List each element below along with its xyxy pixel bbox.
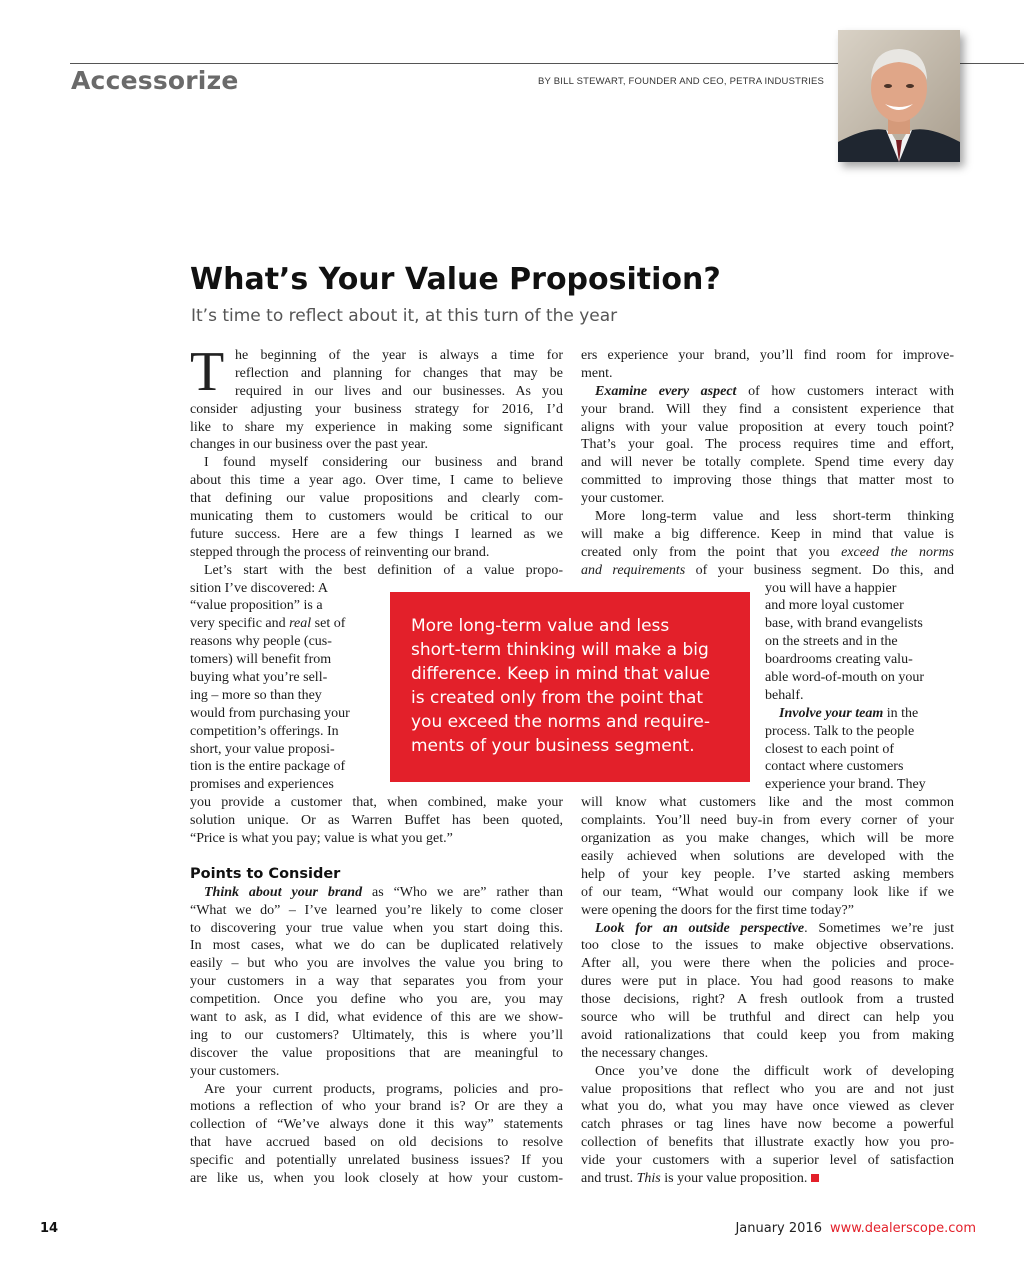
body-line: value propositions that reflect who you are and not just: [581, 1081, 954, 1097]
body-line: easily achieved when solutions are developed with the: [581, 848, 954, 864]
body-line: ing – more so than they: [190, 687, 322, 703]
body-line: like to share my experience in making some significant: [190, 419, 563, 435]
body-line: and more loyal customer: [765, 598, 904, 614]
issue-date: January 2016: [735, 1221, 822, 1236]
body-line: experience your brand. They: [765, 777, 926, 793]
body-line: complaints. You’ll need buy-in from every corner of your: [581, 813, 954, 829]
body-line: specific and potentially unrelated business issues? If you: [190, 1153, 563, 1169]
body-line: were opening the doors for the first time today?”: [581, 902, 854, 918]
body-line: stepped through the process of reinventing our brand.: [190, 544, 490, 560]
body-line: ment.: [581, 365, 613, 381]
body-line: of our team, “What would our company look like if we: [581, 884, 954, 900]
body-line: that defining our value propositions and clearly com-: [190, 491, 563, 507]
body-line: required in our lives and our businesses. As you: [235, 383, 563, 399]
pull-quote-line: you exceed the norms and require-: [411, 712, 710, 732]
body-line: municating them to customers would be critical to our: [190, 509, 563, 525]
body-line: future success. Here are a few things I learned as we: [190, 526, 563, 542]
body-line: Are your current products, programs, policies and pro-: [204, 1081, 563, 1097]
body-line: sition I’ve discovered: A: [190, 580, 329, 596]
body-line: changes in our business over the past year.: [190, 437, 428, 453]
subhead-points-to-consider: Points to Consider: [190, 865, 341, 882]
body-line: source who will be truthful and direct can help you: [581, 1009, 954, 1025]
byline: BY BILL STEWART, FOUNDER AND CEO, PETRA INDUSTRIES: [538, 76, 825, 87]
author-portrait-image: [838, 30, 960, 162]
body-line: on the streets and in the: [765, 634, 898, 650]
pull-quote-line: ments of your business segment.: [411, 736, 695, 756]
page-footer: [735, 1221, 976, 1236]
body-line: catch phrases or tag lines have now become a powerful: [581, 1117, 954, 1133]
body-line: and requirements of your business segment. Do this, and: [581, 562, 954, 578]
body-line: ers experience your brand, you’ll find room for improve-: [581, 348, 954, 363]
body-line: easily – but who you are involves the value you bring to: [190, 956, 563, 972]
body-line: competition. Once you define who you are, you may: [190, 992, 563, 1008]
body-line: aligns with your value proposition at every touch point?: [581, 419, 954, 435]
pull-quote-line: short-term thinking will make a big: [411, 640, 709, 660]
blank-line: [190, 848, 563, 866]
body-line: “Price is what you pay; value is what you get.”: [190, 831, 453, 847]
website-link[interactable]: www.dealerscope.com: [829, 1221, 976, 1236]
body-line: collection of “We’ve always done it this way” statements: [190, 1117, 563, 1133]
body-line: solution unique. Or as Warren Buffet has been quoted,: [190, 813, 563, 829]
body-line: your customers.: [190, 1063, 280, 1079]
body-line: what you do, what you may have once viewed as clever: [581, 1099, 954, 1115]
body-line: you provide a customer that, when combined, make your: [190, 795, 563, 811]
body-line: want to ask, as I did, what evidence of this are we show-: [190, 1009, 563, 1025]
section-title: Accessorize: [71, 66, 239, 95]
body-line: your brand. Will they find a consistent experience that: [581, 401, 954, 417]
body-line: tomers) will benefit from: [190, 652, 332, 668]
body-line: contact where customers: [765, 759, 904, 775]
body-line: vide your customers with a superior level of satisfaction: [581, 1153, 954, 1169]
body-line: you will have a happier: [765, 580, 897, 596]
body-line: reasons why people (cus-: [190, 634, 332, 650]
body-line: that have accrued based on old decisions to resolve: [190, 1135, 563, 1151]
body-line: process. Talk to the people: [765, 723, 915, 739]
body-line: Involve your team in the: [779, 705, 919, 721]
body-line: very specific and real set of: [190, 616, 346, 632]
body-line: short, your value proposi-: [190, 741, 335, 757]
body-line: “value proposition” is a: [190, 598, 323, 614]
body-line: your customer.: [581, 491, 665, 507]
body-line: will know what customers like and the most common: [581, 795, 954, 811]
page-number: 14: [40, 1221, 59, 1236]
body-line: are like us, when you look closely at how your custom-: [190, 1170, 563, 1186]
body-line: and trust. This is your value proposition.: [581, 1170, 954, 1188]
body-line: Look for an outside perspective. Sometimes we’re just: [595, 920, 955, 936]
author-photo: [838, 30, 960, 162]
body-line: After all, you were there when the policies and proce-: [581, 956, 954, 972]
body-line: Examine every aspect of how customers interact with: [595, 383, 955, 399]
body-line: discover the value propositions that are meaningful to: [190, 1045, 563, 1061]
body-line: competition’s offerings. In: [190, 723, 339, 739]
article-deck: It’s time to reflect about it, at this turn of the year: [191, 306, 618, 326]
body-line: More long-term value and less short-term thinking: [595, 509, 954, 525]
body-line: Let’s start with the best definition of a value propo-: [204, 562, 563, 578]
body-line: closest to each point of: [765, 741, 895, 757]
body-line: he beginning of the year is always a time for: [235, 348, 563, 363]
body-line: Think about your brand as “Who we are” rather than: [204, 884, 563, 900]
body-line: tion is the entire package of: [190, 759, 346, 775]
body-line: those decisions, right? A fresh outlook from a trusted: [581, 992, 954, 1008]
body-line: organization as you make changes, which will be more: [581, 831, 954, 847]
body-line: behalf.: [765, 687, 804, 703]
body-line: “What we do” – I’ve learned you’re likely to come closer: [190, 902, 563, 918]
body-line: committed to improving those things that matter most to: [581, 473, 954, 489]
body-line: avoid rationalizations that could keep you from making: [581, 1027, 954, 1043]
drop-cap: T: [190, 341, 225, 403]
body-line: your customers in a way that separates you from your: [190, 974, 563, 990]
body-line: the necessary changes.: [581, 1045, 709, 1061]
body-line: able word-of-mouth on your: [765, 670, 925, 686]
body-line: consider adjusting your business strategy for 2016, I’d: [190, 401, 563, 417]
body-line: base, with brand evangelists: [765, 616, 923, 632]
body-line: would from purchasing your: [190, 705, 350, 721]
body-line: dures were put in place. You had good reasons to make: [581, 974, 954, 990]
body-line: created only from the point that you exceed the norms: [581, 544, 955, 560]
body-line: boardrooms creating valu-: [765, 652, 913, 668]
body-line: motions a reflection of who your brand is? Or are they a: [190, 1099, 563, 1115]
body-line: promises and experiences: [190, 777, 334, 793]
body-line: Once you’ve done the difficult work of developing: [595, 1063, 954, 1079]
body-line: too close to the issues to make objective observations.: [581, 938, 954, 954]
body-line: reflection and planning for changes that may be: [235, 365, 563, 381]
body-line: to discovering your true value when you start doing this.: [190, 920, 563, 936]
body-line: and will never be totally complete. Spend time every day: [581, 455, 954, 471]
body-line: That’s your goal. The process requires time and effort,: [581, 437, 954, 453]
body-line: buying what you’re sell-: [190, 670, 328, 686]
end-mark-icon: [811, 1174, 819, 1182]
body-line: will make a big difference. Keep in mind that value is: [581, 526, 954, 542]
pull-quote-line: More long-term value and less: [411, 616, 670, 636]
body-line: help of your key people. I’ve started asking members: [581, 866, 954, 882]
pull-quote-line: is created only from the point that: [411, 688, 704, 708]
body-line: ing to our customers? Ultimately, this is where you’ll: [190, 1027, 563, 1043]
pull-quote: [390, 592, 750, 782]
body-line: I found myself considering our business and brand: [204, 455, 563, 471]
body-line: In most cases, what we do can be duplicated relatively: [190, 938, 563, 954]
body-line: about this time a year ago. Over time, I came to believe: [190, 473, 563, 489]
article-headline: What’s Your Value Proposition?: [190, 262, 721, 297]
body-line: collection of benefits that illustrate exactly how you pro-: [581, 1135, 954, 1151]
pull-quote-line: difference. Keep in mind that value: [411, 664, 711, 684]
